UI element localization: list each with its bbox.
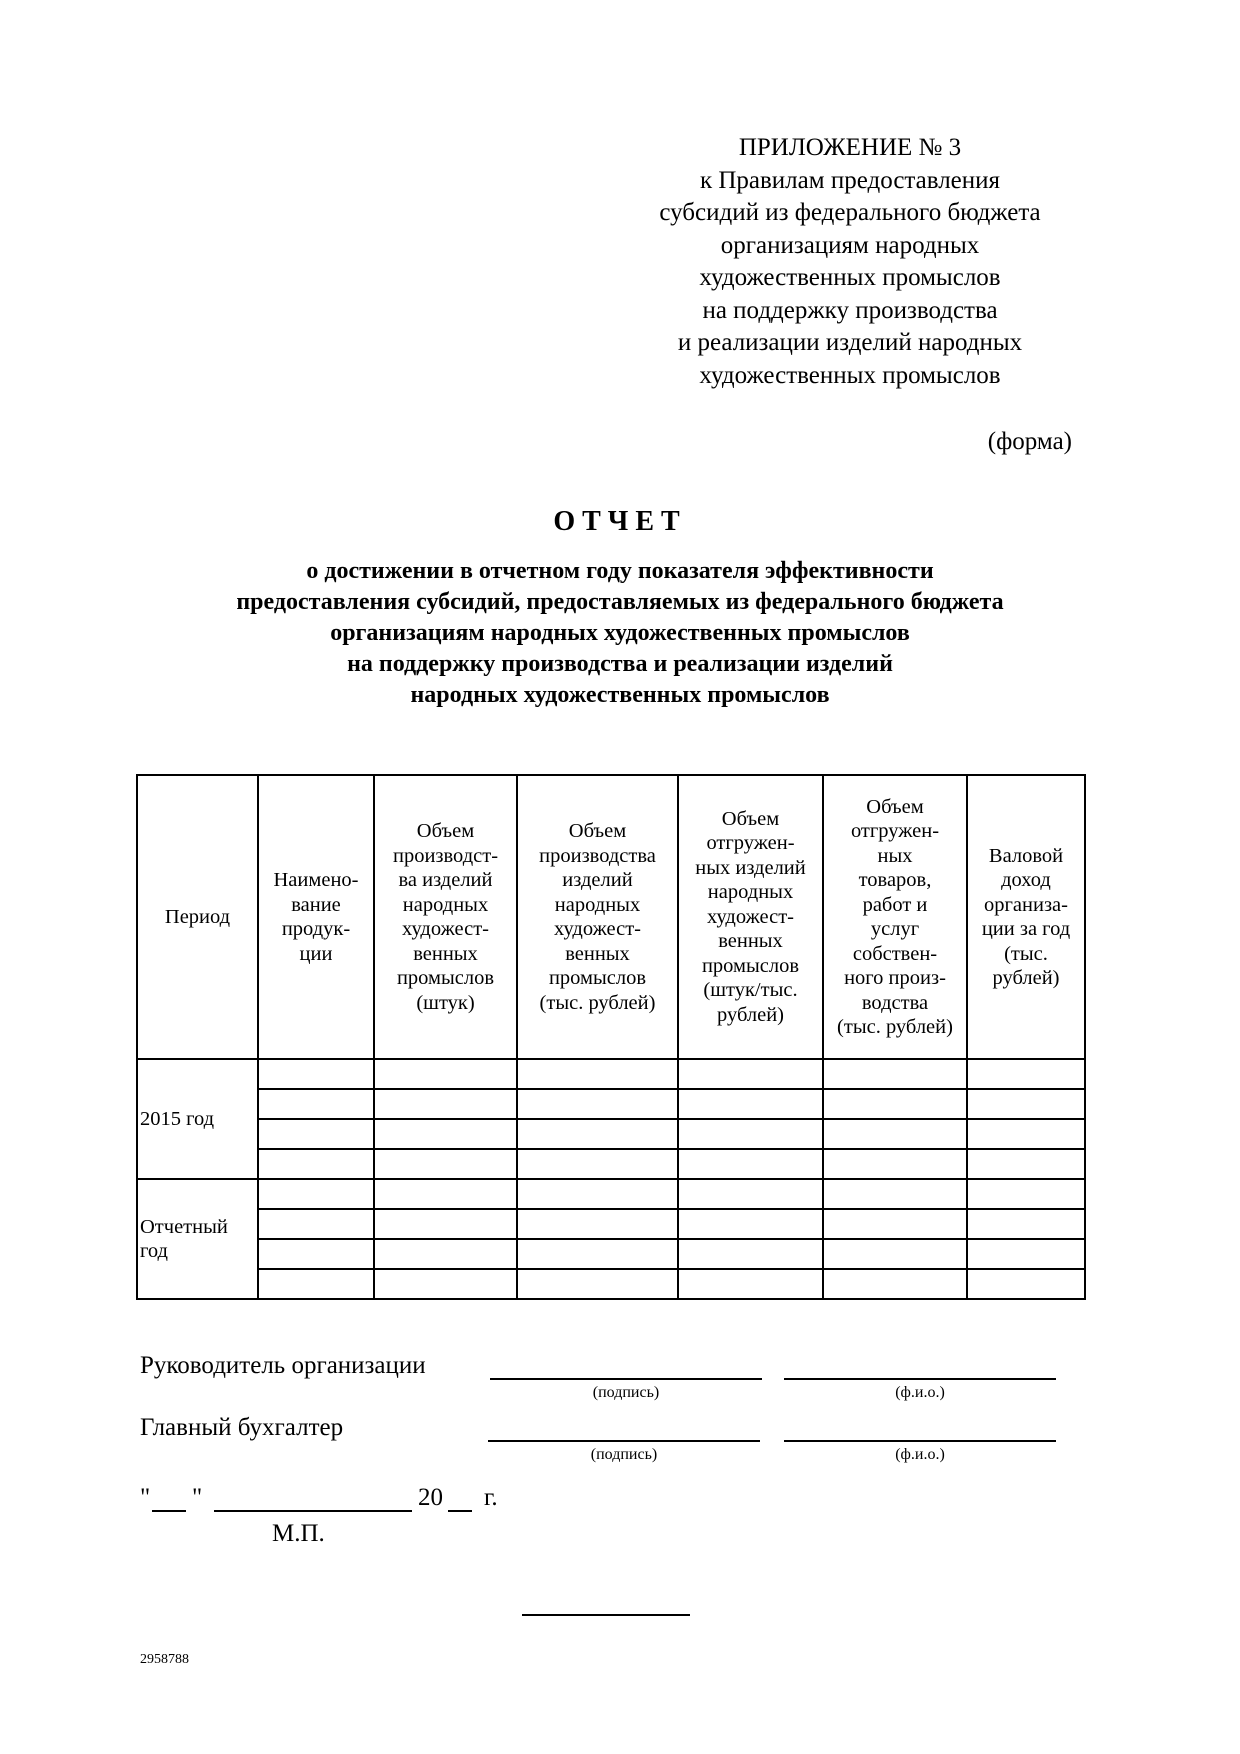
column-header xyxy=(517,775,678,1059)
column-header-line: венных xyxy=(718,930,783,953)
data-cell[interactable] xyxy=(823,1239,967,1269)
data-cell[interactable] xyxy=(258,1149,374,1179)
column-header-line: рублей) xyxy=(716,1003,784,1026)
appendix-title: ПРИЛОЖЕНИЕ № 3 xyxy=(738,134,962,161)
column-header-line: промыслов xyxy=(548,967,647,989)
data-cell[interactable] xyxy=(823,1089,967,1119)
data-cell[interactable] xyxy=(517,1179,678,1209)
accountant-signature-field[interactable] xyxy=(488,1440,760,1442)
column-header xyxy=(137,775,258,1059)
data-cell[interactable] xyxy=(258,1059,374,1089)
column-header-line: производства xyxy=(539,844,656,867)
data-cell[interactable] xyxy=(517,1209,678,1239)
data-cell[interactable] xyxy=(258,1209,374,1239)
data-cell[interactable] xyxy=(258,1179,374,1209)
report-subtitle-line: на поддержку производства и реализации изделий xyxy=(347,651,893,677)
column-header-line: доход xyxy=(1001,869,1051,891)
name-caption: (ф.и.о.) xyxy=(895,1446,945,1463)
column-header-line: изделий xyxy=(562,869,633,891)
data-cell[interactable] xyxy=(374,1239,517,1269)
period-label: 2015 год xyxy=(140,1107,215,1130)
signature-caption: (подпись) xyxy=(592,1384,660,1401)
data-cell[interactable] xyxy=(967,1119,1085,1149)
data-cell[interactable] xyxy=(678,1059,823,1089)
data-cell[interactable] xyxy=(823,1119,967,1149)
column-header-line: работ и xyxy=(862,893,928,916)
report-subtitle-line: предоставления субсидий, предоставляемых из федерального бюджета xyxy=(236,589,1004,615)
head-name-field[interactable] xyxy=(784,1378,1056,1380)
table-row xyxy=(137,1209,1085,1239)
date-year-prefix: 20 xyxy=(418,1484,443,1511)
data-cell[interactable] xyxy=(374,1149,517,1179)
column-header-line: художест- xyxy=(402,918,489,940)
column-header-line: организа- xyxy=(984,893,1068,916)
column-header-line: товаров, xyxy=(858,869,932,891)
column-header-line: Объем xyxy=(721,807,780,830)
appendix-line: художественных промыслов xyxy=(699,361,1001,389)
data-cell[interactable] xyxy=(967,1179,1085,1209)
appendix-header xyxy=(600,132,1100,392)
column-header-line: венных xyxy=(565,942,630,965)
data-cell[interactable] xyxy=(517,1149,678,1179)
data-cell[interactable] xyxy=(374,1119,517,1149)
data-cell[interactable] xyxy=(374,1059,517,1089)
table-body xyxy=(137,1059,1085,1299)
data-cell[interactable] xyxy=(823,1179,967,1209)
column-header-line: Объем xyxy=(416,820,475,842)
column-header-line: водства xyxy=(861,991,929,1014)
data-cell[interactable] xyxy=(258,1239,374,1269)
data-cell[interactable] xyxy=(823,1209,967,1239)
report-table xyxy=(136,774,1086,1300)
report-subtitle-line: народных художественных промыслов xyxy=(410,682,830,708)
data-cell[interactable] xyxy=(678,1209,823,1239)
column-header-line: отгружен- xyxy=(706,832,795,855)
column-header-line: ных xyxy=(877,844,913,867)
column-header-line: народных xyxy=(554,893,641,916)
column-header-line: Объем xyxy=(568,820,627,842)
date-quote-close: " xyxy=(192,1484,203,1511)
report-subtitle-line: организациям народных художественных промыслов xyxy=(330,620,910,646)
appendix-line: организациям народных xyxy=(720,231,980,259)
column-header-line: художест- xyxy=(707,905,794,928)
accountant-name-field[interactable] xyxy=(784,1440,1056,1442)
column-header-line: ва изделий xyxy=(398,869,493,891)
appendix-line: и реализации изделий народных xyxy=(677,329,1023,356)
column-header-line: народных xyxy=(402,893,489,916)
document-number: 2958788 xyxy=(140,1652,189,1667)
column-header-line: ных изделий xyxy=(695,856,806,879)
table-row xyxy=(137,1149,1085,1179)
column-header xyxy=(258,775,374,1059)
column-header-line: (тыс. рублей) xyxy=(837,1016,953,1038)
data-cell[interactable] xyxy=(823,1149,967,1179)
report-title: ОТЧЕТ xyxy=(553,506,687,537)
chief-accountant-label: Главный бухгалтер xyxy=(140,1414,344,1441)
data-cell[interactable] xyxy=(374,1089,517,1119)
column-header-line: художест- xyxy=(554,918,641,940)
data-cell[interactable] xyxy=(258,1269,374,1299)
data-cell[interactable] xyxy=(374,1209,517,1239)
data-cell[interactable] xyxy=(678,1239,823,1269)
column-header-line: промыслов xyxy=(701,954,800,977)
data-cell[interactable] xyxy=(517,1119,678,1149)
column-header-line: собствен- xyxy=(852,942,938,965)
data-cell[interactable] xyxy=(823,1269,967,1299)
column-header-line: (штук/тыс. xyxy=(703,979,798,1002)
data-cell[interactable] xyxy=(678,1269,823,1299)
date-year-field[interactable] xyxy=(448,1510,472,1512)
date-month-field[interactable] xyxy=(214,1510,412,1512)
column-header-line: народных xyxy=(707,881,794,904)
column-header-line: продук- xyxy=(281,918,351,940)
data-cell[interactable] xyxy=(374,1269,517,1299)
data-cell[interactable] xyxy=(967,1269,1085,1299)
column-header-line: Валовой xyxy=(988,844,1064,867)
column-header xyxy=(967,775,1085,1059)
report-subtitle-line: о достижении в отчетном году показателя эффективности xyxy=(306,558,934,584)
column-header-line: отгружен- xyxy=(850,820,940,842)
column-header-line: (тыс. рублей) xyxy=(539,991,656,1014)
data-cell[interactable] xyxy=(678,1149,823,1179)
date-quote-open: " xyxy=(140,1484,151,1511)
table-row xyxy=(137,1119,1085,1149)
column-header xyxy=(823,775,967,1059)
data-cell[interactable] xyxy=(823,1059,967,1089)
head-of-organization-label: Руководитель организации xyxy=(140,1352,426,1379)
data-cell[interactable] xyxy=(517,1089,678,1119)
name-caption: (ф.и.о.) xyxy=(895,1384,945,1401)
table-row xyxy=(137,1059,1085,1089)
table-row xyxy=(137,1179,1085,1209)
data-cell[interactable] xyxy=(517,1239,678,1269)
data-cell[interactable] xyxy=(678,1179,823,1209)
report-subtitle xyxy=(0,556,1240,711)
data-cell[interactable] xyxy=(258,1119,374,1149)
data-cell[interactable] xyxy=(967,1209,1085,1239)
data-cell[interactable] xyxy=(967,1059,1085,1089)
column-header-line: Период xyxy=(164,905,231,928)
column-header-line: производст- xyxy=(392,844,499,867)
data-cell[interactable] xyxy=(967,1239,1085,1269)
column-header-line: ного произ- xyxy=(844,967,946,989)
stamp-label: М.П. xyxy=(272,1520,325,1547)
column-header-line: промыслов xyxy=(396,967,495,989)
date-year-suffix: г. xyxy=(484,1484,498,1511)
signature-caption: (подпись) xyxy=(590,1446,658,1463)
head-signature-field[interactable] xyxy=(490,1378,762,1380)
separator-line xyxy=(522,1614,690,1616)
column-header-line: венных xyxy=(413,942,478,965)
table-row xyxy=(137,1269,1085,1299)
column-header-line: ции за год xyxy=(981,918,1071,940)
data-cell[interactable] xyxy=(678,1119,823,1149)
column-header-line: (тыс. xyxy=(1004,942,1048,965)
appendix-line: на поддержку производства xyxy=(702,296,998,324)
column-header-line: рублей) xyxy=(992,967,1060,989)
column-header xyxy=(678,775,823,1059)
data-cell[interactable] xyxy=(967,1149,1085,1179)
data-cell[interactable] xyxy=(374,1179,517,1209)
column-header-line: вание xyxy=(291,893,341,916)
appendix-line: к Правилам предоставления xyxy=(699,166,1001,194)
data-cell[interactable] xyxy=(517,1269,678,1299)
data-cell[interactable] xyxy=(258,1089,374,1119)
column-header-line: услуг xyxy=(870,918,920,940)
date-day-field[interactable] xyxy=(152,1510,186,1512)
form-label: (форма) xyxy=(987,428,1072,455)
column-header-line: Объем xyxy=(866,795,924,818)
column-header-line: ции xyxy=(299,942,333,965)
column-header-line: (штук) xyxy=(416,991,475,1014)
table-header-row xyxy=(137,775,1085,1059)
appendix-line: художественных промыслов xyxy=(699,264,1001,291)
period-cell xyxy=(137,1059,258,1179)
table-row xyxy=(137,1089,1085,1119)
period-cell xyxy=(137,1179,258,1299)
column-header-line: Наимено- xyxy=(273,869,359,891)
data-cell[interactable] xyxy=(517,1059,678,1089)
data-cell[interactable] xyxy=(678,1089,823,1119)
period-label: Отчетный xyxy=(140,1215,228,1238)
period-label: год xyxy=(140,1240,168,1262)
appendix-line: субсидий из федерального бюджета xyxy=(659,199,1041,226)
column-header xyxy=(374,775,517,1059)
table-row xyxy=(137,1239,1085,1269)
data-cell[interactable] xyxy=(967,1089,1085,1119)
